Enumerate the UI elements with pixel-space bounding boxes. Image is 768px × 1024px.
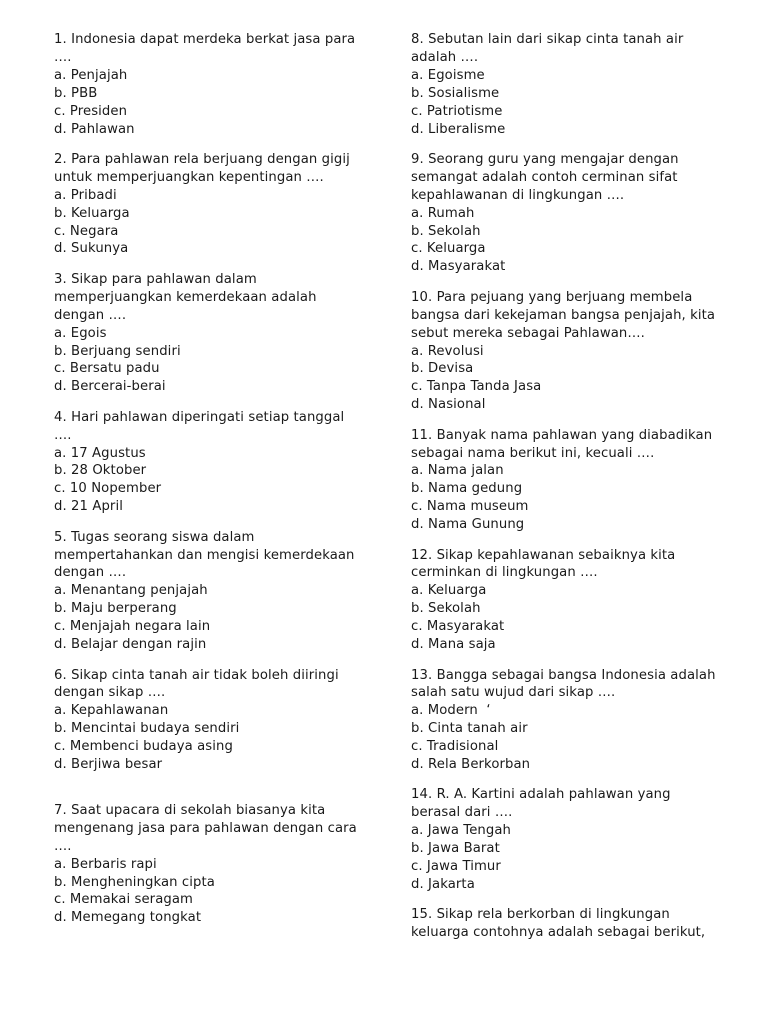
option-b: b. Maju berperang — [54, 601, 177, 617]
option-c: c. Keluarga — [411, 241, 486, 257]
option-c: c. Membenci budaya asing — [54, 739, 233, 755]
option-c: c. Masyarakat — [411, 619, 505, 635]
option-d: d. Jakarta — [411, 876, 475, 892]
option-a: a. Nama jalan — [411, 463, 504, 479]
question-text: 10. Para pejuang yang berjuang membela bangsa dari kekejaman bangsa penjajah, kita sebut mereka sebagai Pahlawan…. — [411, 289, 716, 341]
option-c: c. Nama museum — [411, 499, 529, 515]
left-column — [54, 31, 384, 927]
option-c: c. Negara — [54, 223, 119, 239]
option-b: b. 28 Oktober — [54, 463, 147, 479]
right-column — [411, 31, 741, 942]
option-b: b. Mengheningkan cipta — [54, 874, 215, 890]
option-d: d. Memegang tongkat — [54, 910, 202, 926]
question-text: 1. Indonesia dapat merdeka berkat jasa para …. — [54, 32, 356, 65]
question-text: 2. Para pahlawan rela berjuang dengan gigij untuk memperjuangkan kepentingan …. — [54, 151, 350, 185]
option-a: a. 17 Agustus — [54, 445, 146, 461]
option-a: a. Jawa Tengah — [411, 823, 511, 839]
option-d: d. Belajar dengan rajin — [54, 637, 207, 653]
question-text: 4. Hari pahlawan diperingati setiap tanggal …. — [54, 409, 345, 443]
option-b: b. Berjuang sendiri — [54, 343, 181, 359]
option-c: c. Menjajah negara lain — [54, 619, 211, 635]
question-15 — [411, 906, 741, 942]
option-a: a. Modern ‘ — [411, 703, 491, 719]
option-d: d. Nasional — [411, 397, 486, 413]
question-text: 14. R. A. Kartini adalah pahlawan yang berasal dari …. — [411, 787, 671, 821]
question-2 — [54, 151, 384, 258]
option-d: d. Nama Gunung — [411, 517, 525, 533]
option-a: a. Penjajah — [54, 67, 128, 83]
question-5 — [54, 529, 384, 654]
option-a: a. Egois — [54, 325, 107, 341]
option-a: a. Rumah — [411, 205, 475, 221]
option-b: b. PBB — [54, 85, 98, 101]
option-b: b. Sekolah — [411, 223, 481, 239]
question-text: 7. Saat upacara di sekolah biasanya kita mengenang jasa para pahlawan dengan cara …. — [54, 802, 357, 854]
option-d: d. Mana saja — [411, 637, 496, 653]
question-text: 6. Sikap cinta tanah air tidak boleh diiringi dengan sikap …. — [54, 667, 339, 701]
option-b: b. Cinta tanah air — [411, 721, 528, 737]
option-a: a. Revolusi — [411, 343, 484, 359]
question-9 — [411, 151, 741, 276]
question-13 — [411, 667, 741, 774]
option-b: b. Sekolah — [411, 601, 481, 617]
question-1 — [54, 31, 384, 138]
question-text: 15. Sikap rela berkorban di lingkungan keluarga contohnya adalah sebagai berikut, — [411, 907, 706, 941]
question-7 — [54, 802, 384, 927]
option-a: a. Kepahlawanan — [54, 703, 169, 719]
option-a: a. Pribadi — [54, 187, 117, 203]
option-c: c. Presiden — [54, 103, 128, 119]
question-text: 8. Sebutan lain dari sikap cinta tanah air adalah …. — [411, 32, 684, 65]
option-c: c. Tradisional — [411, 739, 499, 755]
option-b: b. Mencintai budaya sendiri — [54, 721, 240, 737]
option-a: a. Egoisme — [411, 67, 485, 83]
question-6 — [54, 667, 384, 774]
option-c: c. Tanpa Tanda Jasa — [411, 379, 542, 395]
option-d: d. Bercerai-berai — [54, 379, 166, 395]
option-b: b. Devisa — [411, 361, 474, 377]
option-c: c. Bersatu padu — [54, 361, 160, 377]
option-b: b. Keluarga — [54, 205, 130, 221]
option-d: d. Liberalisme — [411, 121, 506, 137]
question-text: 13. Bangga sebagai bangsa Indonesia adalah salah satu wujud dari sikap …. — [411, 667, 716, 701]
question-text: 3. Sikap para pahlawan dalam memperjuangkan kemerdekaan adalah dengan …. — [54, 271, 317, 323]
question-text: 5. Tugas seorang siswa dalam mempertahankan dan mengisi kemerdekaan dengan …. — [54, 529, 355, 581]
option-b: b. Sosialisme — [411, 85, 500, 101]
question-3 — [54, 271, 384, 396]
option-d: d. Berjiwa besar — [54, 757, 163, 773]
question-text: 9. Seorang guru yang mengajar dengan semangat adalah contoh cerminan sifat kepahlawanan di lingkungan …. — [411, 151, 679, 203]
option-a: a. Keluarga — [411, 583, 487, 599]
option-d: d. Masyarakat — [411, 259, 506, 275]
question-text: 11. Banyak nama pahlawan yang diabadikan sebagai nama berikut ini, kecuali …. — [411, 427, 713, 461]
option-c: c. Patriotisme — [411, 103, 503, 119]
option-d: d. Sukunya — [54, 241, 129, 257]
option-c: c. Jawa Timur — [411, 859, 501, 875]
question-11 — [411, 427, 741, 534]
question-8 — [411, 31, 741, 138]
question-4 — [54, 409, 384, 516]
question-12 — [411, 547, 741, 654]
question-14 — [411, 786, 741, 893]
option-c: c. Memakai seragam — [54, 892, 193, 908]
question-text: 12. Sikap kepahlawanan sebaiknya kita cerminkan di lingkungan …. — [411, 547, 676, 581]
option-d: d. 21 April — [54, 499, 123, 515]
option-b: b. Nama gedung — [411, 481, 523, 497]
question-10 — [411, 289, 741, 414]
option-d: d. Pahlawan — [54, 121, 135, 137]
option-c: c. 10 Nopember — [54, 481, 162, 497]
option-a: a. Menantang penjajah — [54, 583, 208, 599]
option-a: a. Berbaris rapi — [54, 856, 157, 872]
option-b: b. Jawa Barat — [411, 841, 500, 857]
option-d: d. Rela Berkorban — [411, 757, 531, 773]
